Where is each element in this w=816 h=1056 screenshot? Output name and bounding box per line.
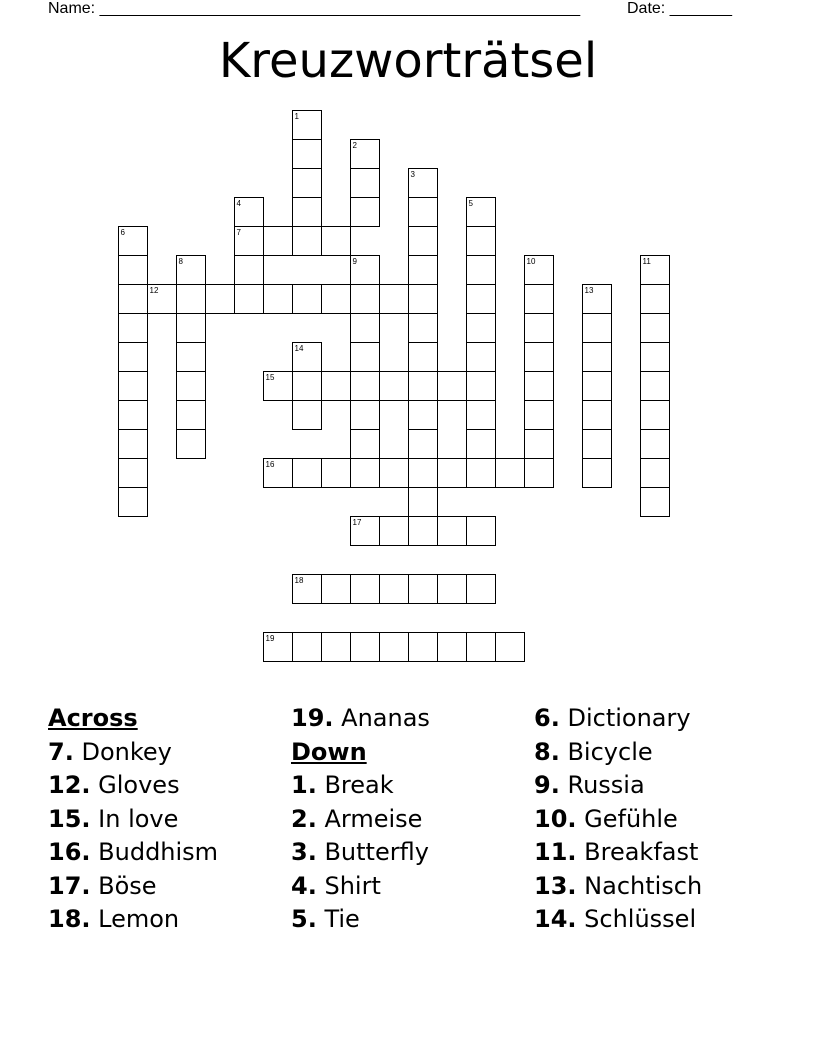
grid-cell[interactable]	[641, 343, 670, 372]
grid-cell[interactable]	[351, 633, 380, 662]
clue-text: Schlüssel	[584, 905, 697, 933]
cell-number: 6	[120, 228, 125, 237]
grid-cell[interactable]	[322, 372, 351, 401]
grid-cell[interactable]	[525, 401, 554, 430]
grid-cell[interactable]	[641, 401, 670, 430]
grid-cell[interactable]	[409, 256, 438, 285]
grid-cell[interactable]	[583, 343, 612, 372]
clue-text: Böse	[98, 871, 157, 900]
clue-number: 15.	[48, 804, 91, 833]
grid-cell[interactable]	[467, 343, 496, 372]
grid-cell[interactable]	[409, 285, 438, 314]
grid-cell[interactable]	[409, 575, 438, 604]
cell-number: 7	[236, 228, 241, 237]
clue-down-5	[291, 903, 430, 937]
clue-text: Butterfly	[324, 838, 429, 866]
grid-cell[interactable]	[119, 285, 148, 314]
clue-down-9	[534, 769, 702, 803]
grid-cell[interactable]	[467, 401, 496, 430]
grid-cell[interactable]	[438, 517, 467, 546]
grid-cell[interactable]	[409, 372, 438, 401]
grid-cell[interactable]	[525, 285, 554, 314]
grid-cell[interactable]	[583, 314, 612, 343]
grid-cell[interactable]	[380, 633, 409, 662]
clue-column-3	[534, 702, 702, 937]
grid-cell[interactable]	[409, 488, 438, 517]
across-heading: Across	[48, 704, 138, 732]
grid-cell[interactable]	[293, 140, 322, 169]
grid-cell[interactable]	[351, 285, 380, 314]
grid-cell[interactable]	[496, 633, 525, 662]
grid-cell[interactable]	[293, 372, 322, 401]
grid-cell[interactable]	[380, 285, 409, 314]
clue-text: Ananas	[341, 704, 430, 732]
grid-cell[interactable]	[119, 314, 148, 343]
grid-cell[interactable]	[525, 459, 554, 488]
grid-cell[interactable]	[641, 488, 670, 517]
grid-cell[interactable]	[177, 401, 206, 430]
grid-cell[interactable]	[293, 459, 322, 488]
cell-number: 3	[410, 170, 415, 179]
grid-cell[interactable]	[380, 372, 409, 401]
grid-cell[interactable]	[235, 256, 264, 285]
page-title: Kreuzworträtsel	[218, 33, 598, 89]
clue-down-14	[534, 903, 702, 937]
clue-text: Break	[324, 771, 394, 799]
grid-cell[interactable]	[351, 314, 380, 343]
grid-cell[interactable]	[322, 575, 351, 604]
cell-number: 5	[468, 199, 473, 208]
grid-cell[interactable]	[177, 285, 206, 314]
grid-cell[interactable]	[583, 401, 612, 430]
cell-number: 14	[294, 344, 304, 353]
grid-cell[interactable]	[467, 285, 496, 314]
grid-cell[interactable]	[351, 372, 380, 401]
clue-across-19	[291, 702, 430, 736]
clue-text: Gefühle	[584, 804, 678, 833]
clue-down-6	[534, 702, 702, 736]
grid-cell[interactable]	[119, 256, 148, 285]
clue-number: 4.	[291, 871, 317, 900]
cell-number: 4	[236, 199, 241, 208]
grid-cell[interactable]	[409, 517, 438, 546]
clue-across-16	[48, 836, 218, 870]
grid-cell[interactable]	[525, 430, 554, 459]
grid-cell[interactable]	[496, 459, 525, 488]
grid-cell[interactable]	[322, 459, 351, 488]
clue-down-2	[291, 803, 430, 837]
grid-cell[interactable]	[351, 459, 380, 488]
clue-column-1	[48, 702, 218, 937]
grid-cell[interactable]	[177, 314, 206, 343]
grid-cell[interactable]	[641, 372, 670, 401]
clue-number: 6.	[534, 704, 560, 732]
grid-cell[interactable]	[119, 488, 148, 517]
clue-number: 13.	[534, 871, 577, 900]
grid-cell[interactable]	[467, 517, 496, 546]
grid-cell[interactable]	[525, 343, 554, 372]
grid-cell[interactable]	[438, 575, 467, 604]
grid-cell[interactable]	[351, 198, 380, 227]
grid-cell[interactable]	[351, 575, 380, 604]
cell-number: 15	[265, 373, 275, 382]
grid-cell[interactable]	[177, 430, 206, 459]
grid-cell[interactable]	[351, 401, 380, 430]
clue-text: Armeise	[324, 804, 423, 833]
grid-cell[interactable]	[467, 372, 496, 401]
clue-down-3	[291, 836, 430, 870]
grid-cell[interactable]	[293, 227, 322, 256]
clue-number: 3.	[291, 838, 317, 866]
clue-across-12	[48, 769, 218, 803]
grid-cell[interactable]	[467, 430, 496, 459]
grid-cell[interactable]	[438, 459, 467, 488]
grid-cell[interactable]	[525, 314, 554, 343]
clue-down-4	[291, 870, 430, 904]
cell-number: 13	[584, 286, 594, 295]
clue-text: Gloves	[98, 771, 180, 799]
clue-number: 17.	[48, 871, 91, 900]
grid-cell[interactable]	[467, 459, 496, 488]
cell-number: 8	[178, 257, 183, 266]
grid-cell[interactable]	[293, 285, 322, 314]
grid-cell[interactable]	[409, 227, 438, 256]
grid-cell[interactable]	[409, 459, 438, 488]
grid-cell[interactable]	[583, 459, 612, 488]
clue-text: Buddhism	[98, 838, 219, 866]
clue-number: 18.	[48, 905, 91, 933]
clue-text: Bicycle	[567, 737, 653, 766]
cell-number: 18	[294, 576, 304, 585]
clue-text: Tie	[324, 905, 360, 933]
grid-cell[interactable]	[525, 372, 554, 401]
clue-down-8	[534, 736, 702, 770]
clue-text: Donkey	[81, 737, 172, 766]
clue-text: In love	[98, 804, 179, 833]
grid-cell[interactable]	[322, 285, 351, 314]
clue-down-1	[291, 769, 430, 803]
grid-cell[interactable]	[641, 285, 670, 314]
clue-number: 2.	[291, 804, 317, 833]
grid-cell[interactable]	[206, 285, 235, 314]
grid-cell[interactable]	[409, 633, 438, 662]
grid-cell[interactable]	[264, 285, 293, 314]
grid-cell[interactable]	[293, 169, 322, 198]
grid-cell[interactable]	[119, 343, 148, 372]
clue-number: 8.	[534, 737, 560, 766]
clue-number: 5.	[291, 905, 317, 933]
grid-cell[interactable]	[293, 198, 322, 227]
grid-cell[interactable]	[467, 575, 496, 604]
grid-cell[interactable]	[380, 517, 409, 546]
grid-cell[interactable]	[351, 343, 380, 372]
grid-cell[interactable]	[351, 169, 380, 198]
cell-number: 19	[265, 634, 275, 643]
down-heading: Down	[291, 737, 367, 766]
grid-cell[interactable]	[641, 459, 670, 488]
grid-cell[interactable]	[380, 459, 409, 488]
clue-number: 7.	[48, 737, 74, 766]
grid-cell[interactable]	[409, 430, 438, 459]
grid-cell[interactable]	[641, 314, 670, 343]
grid-cell[interactable]	[583, 372, 612, 401]
clue-down-10	[534, 803, 702, 837]
clue-number: 1.	[291, 771, 317, 799]
grid-cell[interactable]	[467, 227, 496, 256]
clue-down-11	[534, 836, 702, 870]
clue-number: 19.	[291, 704, 334, 732]
clue-number: 10.	[534, 804, 577, 833]
cell-number: 12	[149, 286, 159, 295]
grid-cell[interactable]	[177, 343, 206, 372]
clue-number: 11.	[534, 838, 577, 866]
date-field-label: Date: _______	[627, 0, 732, 17]
clue-across-7	[48, 736, 218, 770]
clue-across-18	[48, 903, 218, 937]
clue-text: Nachtisch	[584, 871, 703, 900]
grid-cell[interactable]	[293, 401, 322, 430]
grid-cell[interactable]	[322, 227, 351, 256]
cell-number: 2	[352, 141, 357, 150]
clue-number: 16.	[48, 838, 91, 866]
grid-cell[interactable]	[264, 227, 293, 256]
name-field-label: Name: ______________________________________________________	[48, 0, 581, 17]
grid-cell[interactable]	[438, 372, 467, 401]
grid-cell[interactable]	[351, 430, 380, 459]
grid-cell[interactable]	[438, 633, 467, 662]
cell-number: 11	[642, 257, 651, 266]
clue-across-15	[48, 803, 218, 837]
clue-text: Shirt	[324, 871, 381, 900]
clue-number: 12.	[48, 771, 91, 799]
clue-down-13	[534, 870, 702, 904]
cell-number: 9	[352, 257, 357, 266]
grid-cell[interactable]	[583, 430, 612, 459]
grid-cell[interactable]	[322, 633, 351, 662]
grid-cell[interactable]	[409, 343, 438, 372]
cell-number: 17	[352, 518, 362, 527]
grid-cell[interactable]	[641, 430, 670, 459]
grid-cell[interactable]	[467, 314, 496, 343]
grid-cell[interactable]	[409, 401, 438, 430]
clue-text: Russia	[567, 771, 645, 799]
grid-cell[interactable]	[119, 459, 148, 488]
clue-column-2	[291, 702, 430, 937]
clue-text: Lemon	[98, 905, 180, 933]
clue-text: Breakfast	[584, 838, 699, 866]
clue-text: Dictionary	[567, 704, 691, 732]
grid-cell[interactable]	[119, 372, 148, 401]
clue-across-17	[48, 870, 218, 904]
cell-number: 16	[265, 460, 275, 469]
grid-cell[interactable]	[293, 633, 322, 662]
clue-number: 14.	[534, 905, 577, 933]
grid-cell[interactable]	[380, 575, 409, 604]
grid-cell[interactable]	[409, 314, 438, 343]
grid-cell[interactable]	[467, 256, 496, 285]
grid-cell[interactable]	[409, 198, 438, 227]
cell-number: 10	[526, 257, 536, 266]
grid-cell[interactable]	[177, 372, 206, 401]
grid-cell[interactable]	[119, 401, 148, 430]
clue-number: 9.	[534, 771, 560, 799]
grid-cell[interactable]	[235, 285, 264, 314]
cell-number: 1	[294, 112, 299, 121]
grid-cell[interactable]	[119, 430, 148, 459]
grid-cell[interactable]	[467, 633, 496, 662]
